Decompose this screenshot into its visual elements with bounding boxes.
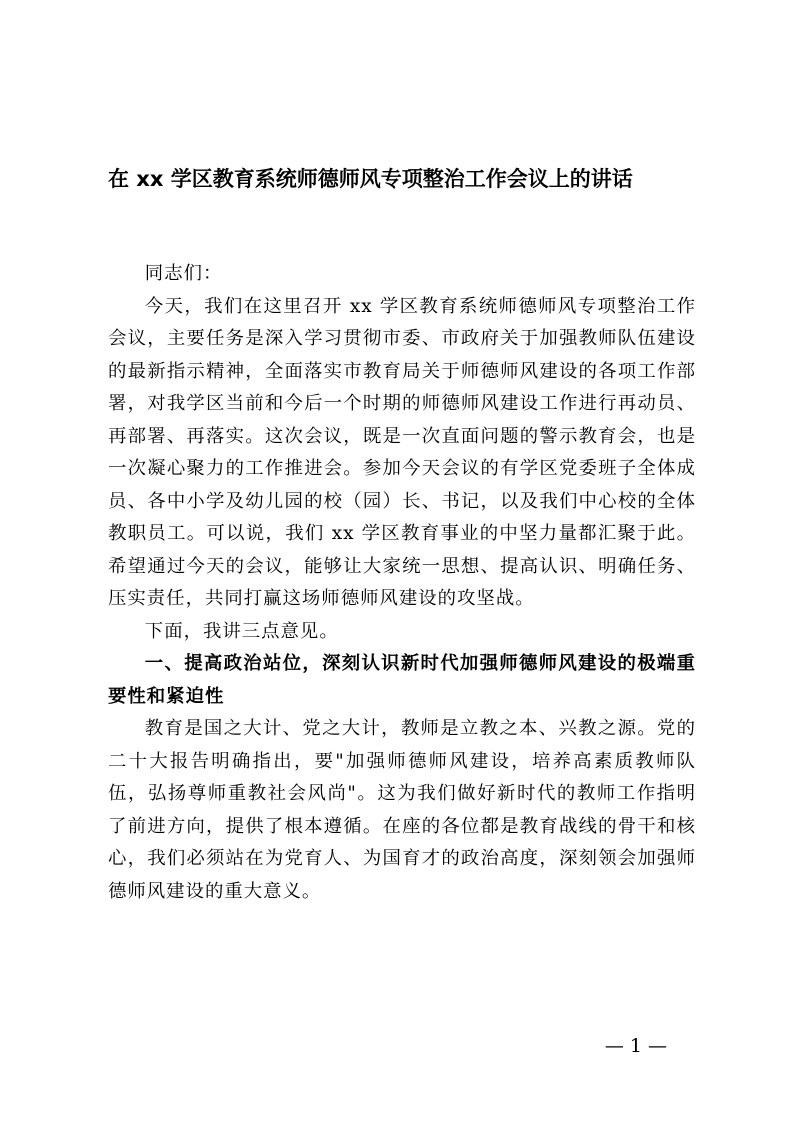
transition-paragraph: 下面，我讲三点意见。 <box>144 620 339 642</box>
page-number: — 1 — <box>604 1035 667 1057</box>
section-heading: 一、提高政治站位，深刻认识新时代加强师德师风建设的极端重要性和紧迫性 <box>108 653 696 707</box>
document-body <box>108 258 696 908</box>
document-title: 在 xx 学区教育系统师德师风专项整治工作会议上的讲话 <box>108 167 633 191</box>
salutation: 同志们： <box>144 263 223 284</box>
opening-paragraph: 今天，我们在这里召开 xx 学区教育系统师德师风专项整治工作会议，主要任务是深入学习贯彻市委、市政府关于加强教师队伍建设的最新指示精神，全面落实市教育局关于师德师风建设的各项工作部署，对我学区当前和今后一个时期的师德师风建设工作进行再动员、再部署、再落实。这次会议，既是一次直面问题的警示教育会，也是一次凝心聚力的工作推进会。参加今天会议的有学区党委班子全体成员、各中小学及幼儿园的校（园）长、书记，以及我们中心校的全体教职员工。可以说，我们 xx 学区教育事业的中坚力量都汇聚于此。希望通过今天的会议，能够让大家统一思想、提高认识、明确任务、压实责任，共同打赢这场师德师风建设的攻坚战。 <box>108 295 696 609</box>
section-paragraph: 教育是国之大计、党之大计，教师是立教之本、兴教之源。党的二十大报告明确指出，要"加强师德师风建设，培养高素质教师队伍，弘扬尊师重教社会风尚"。这为我们做好新时代的教师工作指明了前进方向，提供了根本遵循。在座的各位都是教育战线的骨干和核心，我们必须站在为党育人、为国育才的政治高度，深刻领会加强师德师风建设的重大意义。 <box>108 718 696 902</box>
